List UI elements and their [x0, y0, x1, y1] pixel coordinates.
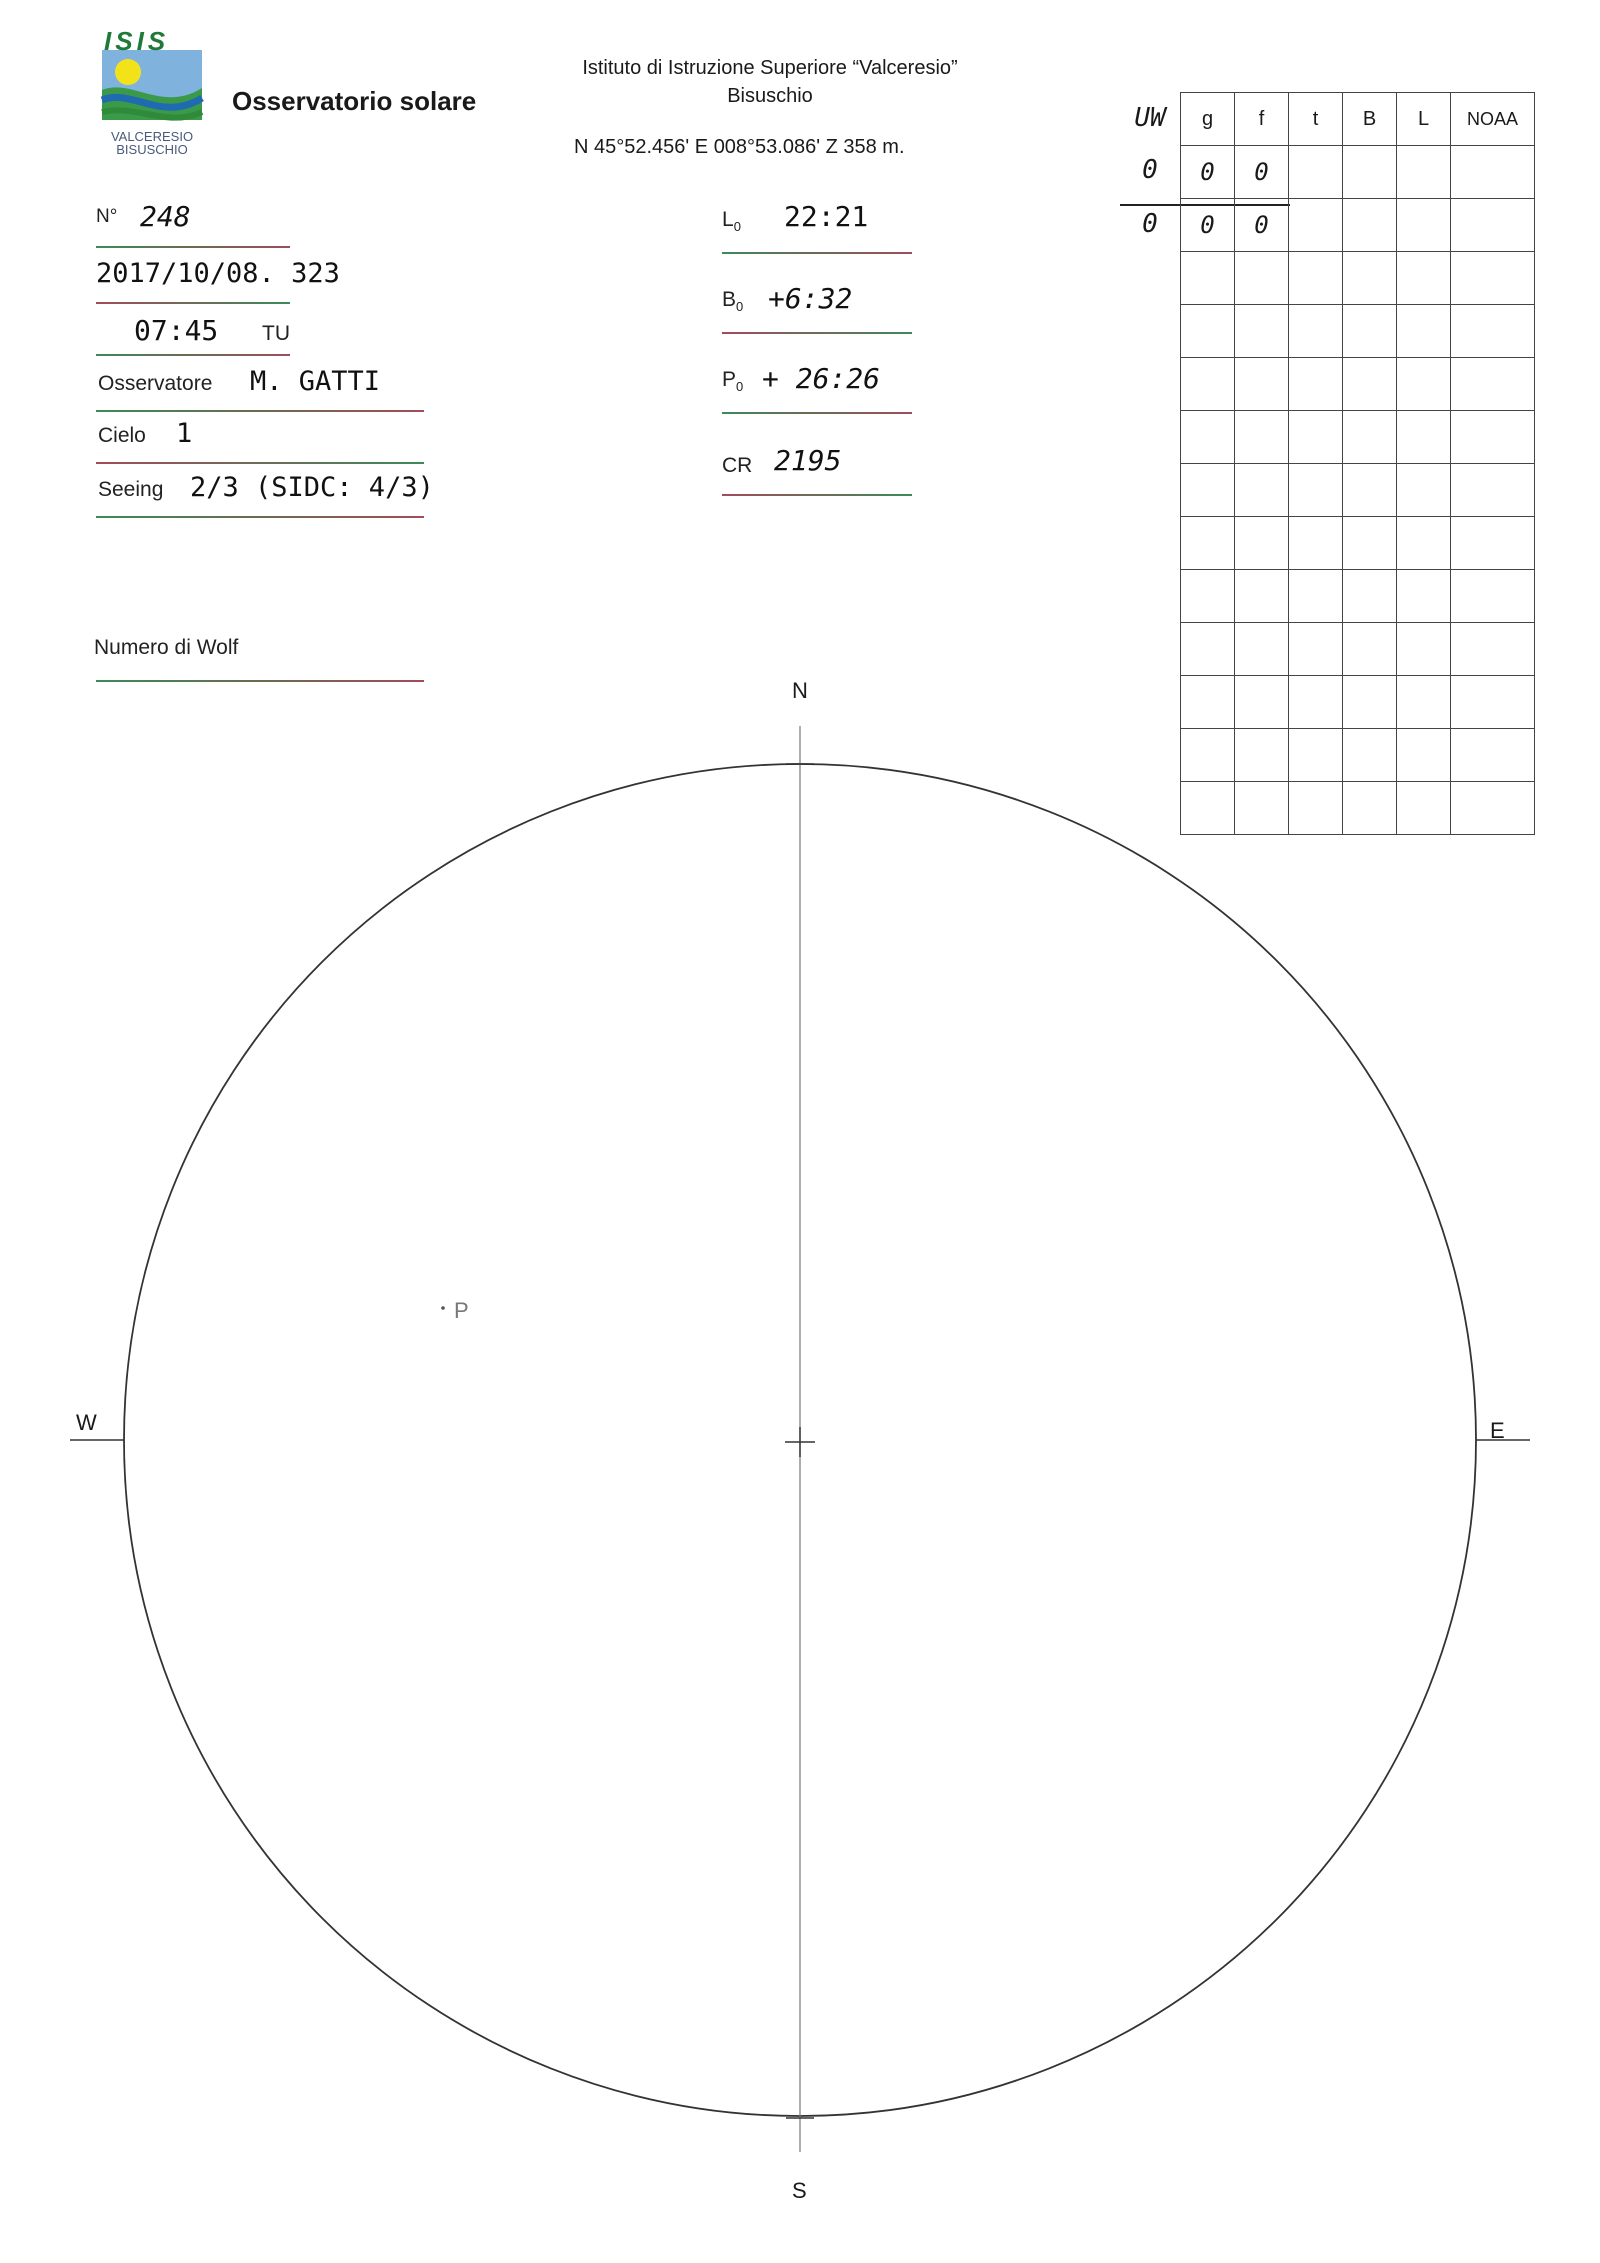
observer-value: M. GATTI: [250, 366, 381, 397]
table-cell: 0: [1235, 146, 1289, 199]
observer-label: Osservatore: [98, 372, 213, 395]
header-g: g: [1181, 93, 1235, 146]
b0-subscript: 0: [736, 299, 744, 315]
p0-value: + 26:26: [762, 362, 881, 395]
uw-header: UW: [1134, 103, 1166, 133]
west-label: W: [76, 1410, 97, 1435]
north-label: N: [792, 678, 808, 703]
uw-value-2: 0: [1142, 209, 1158, 239]
logo-wordmark: ISIS: [104, 26, 170, 56]
header-l: L: [1397, 93, 1451, 146]
header-f: f: [1235, 93, 1289, 146]
p0-letter: P: [722, 368, 737, 391]
cr-value: 2195: [774, 444, 842, 477]
l0-subscript: 0: [733, 219, 741, 235]
pole-dot: [441, 1306, 445, 1310]
seeing-value: 2/3 (SIDC: 4/3): [190, 472, 434, 503]
sky-value: 1: [176, 418, 193, 449]
table-cell: 0: [1181, 146, 1235, 199]
cr-label: CR: [722, 454, 753, 477]
p0-subscript: 0: [736, 379, 744, 395]
sky-label: Cielo: [98, 424, 146, 447]
b0-value: +6:32: [768, 282, 853, 315]
logo-sub-2: BISUSCHIO: [116, 142, 188, 157]
time-value: 07:45: [134, 314, 219, 347]
number-value: 248: [140, 200, 191, 233]
header-b: B: [1343, 93, 1397, 146]
uw-value-1: 0: [1142, 155, 1158, 185]
table-cell: 0: [1181, 199, 1235, 252]
page-title: Osservatorio solare: [232, 86, 477, 116]
institute-line-1: Istituto di Istruzione Superiore “Valceresio”: [582, 57, 958, 79]
number-label: N°: [96, 206, 118, 227]
table-cell: 0: [1235, 199, 1289, 252]
l0-letter: L: [722, 208, 734, 231]
date-value: 2017/10/08. 323: [96, 258, 340, 289]
wolf-number-label: Numero di Wolf: [94, 636, 239, 659]
east-label: E: [1490, 1418, 1505, 1443]
south-label: S: [792, 2178, 807, 2203]
institute-line-2: Bisuschio: [727, 85, 813, 107]
header-t: t: [1289, 93, 1343, 146]
seeing-label: Seeing: [98, 478, 164, 501]
l0-value: 22:21: [784, 200, 869, 233]
pole-marker-label: P: [454, 1298, 469, 1323]
site-coordinates: N 45°52.456' E 008°53.086' Z 358 m.: [574, 136, 905, 158]
logo-sub-1: VALCERESIO: [110, 129, 194, 144]
time-unit: TU: [262, 322, 290, 345]
header-noaa: NOAA: [1451, 93, 1535, 146]
b0-letter: B: [722, 288, 737, 311]
